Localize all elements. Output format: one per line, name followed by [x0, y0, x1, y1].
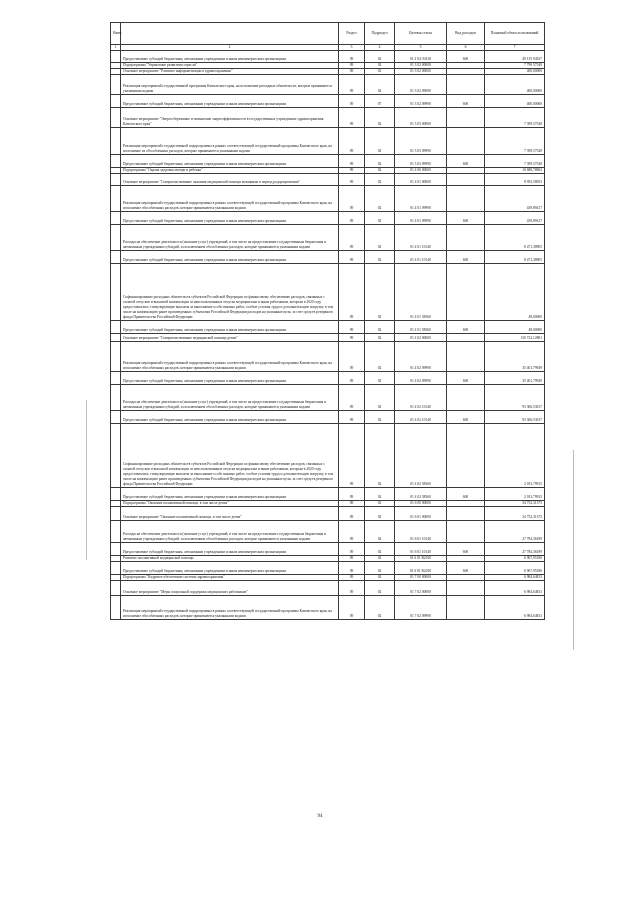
- row-amount-cell: 10 688,78063: [485, 168, 545, 174]
- table-row: [111, 543, 545, 556]
- row-subsection-cell: 02: [365, 63, 395, 69]
- row-amount-cell: 6 967,95186: [485, 562, 545, 575]
- row-number-cell: [111, 212, 121, 225]
- row-amount-cell: 93 306,53017: [485, 411, 545, 424]
- table-body: [111, 51, 545, 620]
- row-subsection-cell: 02: [365, 556, 395, 562]
- table-row: [111, 251, 545, 264]
- row-number-cell: [111, 543, 121, 556]
- row-amount-cell: 6 984,64813: [485, 596, 545, 620]
- row-section-cell: 09: [339, 562, 365, 575]
- row-section-cell: 09: [339, 128, 365, 155]
- row-name-cell: Основное мероприятие "Энергосбережение и повышение энергоэффективности в государственных учреждениях здравоохранения Камчатского края": [121, 108, 339, 128]
- row-subsection-cell: 07: [365, 95, 395, 108]
- row-number-cell: [111, 186, 121, 212]
- margin-line-left: [86, 400, 87, 560]
- row-name-cell: Предоставление субсидий бюджетным, автономным учреждениям и иным некоммерческим организациям: [121, 51, 339, 63]
- row-expense-type-cell: 600: [447, 51, 485, 63]
- row-subsection-cell: 02: [365, 108, 395, 128]
- row-target-article-cell: 01 4 02 10140: [395, 385, 447, 411]
- row-number-cell: [111, 51, 121, 63]
- row-amount-cell: 6 984,64813: [485, 581, 545, 596]
- row-name-cell: Предоставление субсидий бюджетным, автономным учреждениям и иным некоммерческим организациям: [121, 543, 339, 556]
- row-subsection-cell: 02: [365, 321, 395, 334]
- row-section-cell: 09: [339, 596, 365, 620]
- row-number-cell: [111, 424, 121, 488]
- row-amount-cell: 130 722,12881: [485, 334, 545, 342]
- row-amount-cell: 400,00000: [485, 95, 545, 108]
- row-target-article-cell: 01 4 01 00000: [395, 174, 447, 186]
- table-row: [111, 507, 545, 521]
- row-subsection-cell: 02: [365, 507, 395, 521]
- table-row: [111, 521, 545, 543]
- row-amount-cell: 2 013,79915: [485, 488, 545, 501]
- row-name-cell: Расходы на обеспечение деятельности (оказание услуг) учреждений, в том числе на предоставление государственным бюджетным и автономным учреждениям субсидий, за исключением обособленных расходов, которые принимаются указанными кодами: [121, 521, 339, 543]
- row-number-cell: [111, 507, 121, 521]
- row-section-cell: 09: [339, 155, 365, 168]
- row-amount-cell: 35 401,79949: [485, 372, 545, 385]
- row-amount-cell: 27 784,36189: [485, 521, 545, 543]
- row-subsection-cell: 02: [365, 168, 395, 174]
- row-amount-cell: 7 799 57548: [485, 63, 545, 69]
- table-row: [111, 155, 545, 168]
- column-number: 2: [121, 45, 339, 51]
- row-subsection-cell: 02: [365, 581, 395, 596]
- row-subsection-cell: 02: [365, 212, 395, 225]
- row-section-cell: 09: [339, 411, 365, 424]
- row-number-cell: [111, 264, 121, 321]
- row-target-article-cell: 01 4 00 00000: [395, 168, 447, 174]
- row-target-article-cell: 01 3 02 09690: [395, 75, 447, 95]
- row-target-article-cell: 01 6 01 10140: [395, 543, 447, 556]
- row-number-cell: [111, 385, 121, 411]
- row-target-article-cell: 01 4 01 58360: [395, 321, 447, 334]
- row-amount-cell: 400,00000: [485, 69, 545, 75]
- row-subsection-cell: 02: [365, 128, 395, 155]
- header-col-planned-amount: Плановый объем ассигнований: [485, 23, 545, 45]
- row-amount-cell: 34 752,31375: [485, 501, 545, 507]
- row-number-cell: [111, 251, 121, 264]
- column-number: 3: [339, 45, 365, 51]
- row-section-cell: 09: [339, 108, 365, 128]
- row-expense-type-cell: 600: [447, 251, 485, 264]
- row-amount-cell: 93 306,53017: [485, 385, 545, 411]
- table-row: [111, 212, 545, 225]
- row-target-article-cell: 01 2 04 Э4130: [395, 51, 447, 63]
- row-subsection-cell: 02: [365, 69, 395, 75]
- row-number-cell: [111, 155, 121, 168]
- row-expense-type-cell: 600: [447, 562, 485, 575]
- row-section-cell: 09: [339, 543, 365, 556]
- row-expense-type-cell: 600: [447, 543, 485, 556]
- row-target-article-cell: 01 6 01 00000: [395, 507, 447, 521]
- row-expense-type-cell: [447, 75, 485, 95]
- budget-table-sheet: [110, 22, 544, 620]
- header-col-target-article: Целевая статья: [395, 23, 447, 45]
- row-name-cell: Подпрограмма "Кадровое обеспечение системы здравоохранения": [121, 575, 339, 581]
- row-name-cell: Предоставление субсидий бюджетным, автономным учреждениям и иным некоммерческим организациям: [121, 562, 339, 575]
- row-section-cell: 09: [339, 63, 365, 69]
- table-row: [111, 334, 545, 342]
- table-row: [111, 174, 545, 186]
- table-row: [111, 581, 545, 596]
- table-row: [111, 75, 545, 95]
- row-expense-type-cell: 600: [447, 488, 485, 501]
- row-subsection-cell: 02: [365, 521, 395, 543]
- row-subsection-cell: 02: [365, 225, 395, 251]
- row-subsection-cell: 02: [365, 543, 395, 556]
- header-col-name: [121, 23, 339, 45]
- row-subsection-cell: 02: [365, 562, 395, 575]
- header-col-section: Раздел: [339, 23, 365, 45]
- row-amount-cell: 400,00000: [485, 75, 545, 95]
- row-section-cell: 09: [339, 334, 365, 342]
- table-row: [111, 562, 545, 575]
- row-amount-cell: 40 135 94337: [485, 51, 545, 63]
- row-expense-type-cell: [447, 334, 485, 342]
- row-target-article-cell: 01 4 01 10140: [395, 225, 447, 251]
- row-amount-cell: 34 752,31375: [485, 507, 545, 521]
- row-expense-type-cell: [447, 128, 485, 155]
- table-row: [111, 95, 545, 108]
- row-target-article-cell: 01 4 01 09990: [395, 186, 447, 212]
- row-expense-type-cell: [447, 225, 485, 251]
- row-name-cell: Предоставление субсидий бюджетным, автономным учреждениям и иным некоммерческим организациям: [121, 321, 339, 334]
- row-subsection-cell: 02: [365, 51, 395, 63]
- row-target-article-cell: 01 3 03 00000: [395, 108, 447, 128]
- row-amount-cell: 8 471,38905: [485, 251, 545, 264]
- row-subsection-cell: 02: [365, 385, 395, 411]
- row-target-article-cell: 01 4 01 58360: [395, 264, 447, 321]
- row-amount-cell: 7 399,57548: [485, 108, 545, 128]
- row-target-article-cell: 01 4 02 09990: [395, 372, 447, 385]
- row-expense-type-cell: [447, 385, 485, 411]
- row-amount-cell: 8 471,38905: [485, 225, 545, 251]
- row-name-cell: Софинансирование расходных обязательств субъектов Российской Федерации по финансовому обеспечению расходов, связанных с оплатой отпусков и выплатой компенсации за неиспользованные отпуска медицинским и иным работникам, которым в 2020 году предоставлялись стимулирующие выплаты за выполнение особо важных работ, особые условия труда и дополнительную нагрузку, в том числе на компенсацию ранее произведенных субъектами Российской Федерации расходов на указанные цели, за счет средств резервного фонда Правительства Российской Федерации: [121, 264, 339, 321]
- row-section-cell: 09: [339, 251, 365, 264]
- row-expense-type-cell: [447, 186, 485, 212]
- row-number-cell: [111, 342, 121, 372]
- row-name-cell: Предоставление субсидий бюджетным, автономным учреждениям и иным некоммерческим организациям: [121, 95, 339, 108]
- column-number: 6: [447, 45, 485, 51]
- row-target-article-cell: 01 7 00 00000: [395, 575, 447, 581]
- row-number-cell: [111, 372, 121, 385]
- column-number: 7: [485, 45, 545, 51]
- row-name-cell: Реализация мероприятий государственной подпрограммы в рамках соответствующей государственной программы Камчатского края, на исполнение обособленных расходов, которые принимаются указанными кодами: [121, 596, 339, 620]
- row-expense-type-cell: 600: [447, 212, 485, 225]
- row-section-cell: 09: [339, 575, 365, 581]
- row-name-cell: Предоставление субсидий бюджетным, автономным учреждениям и иным некоммерческим организациям: [121, 155, 339, 168]
- row-amount-cell: 439,89417: [485, 186, 545, 212]
- row-subsection-cell: 02: [365, 264, 395, 321]
- row-expense-type-cell: 600: [447, 155, 485, 168]
- row-number-cell: [111, 75, 121, 95]
- header-col-expense-type: Вид расходов: [447, 23, 485, 45]
- row-number-cell: [111, 108, 121, 128]
- margin-line-right: [573, 450, 574, 650]
- page-number: 94: [317, 814, 323, 819]
- table-row: [111, 385, 545, 411]
- row-section-cell: 09: [339, 186, 365, 212]
- row-section-cell: 09: [339, 501, 365, 507]
- row-amount-cell: 6 984,64813: [485, 575, 545, 581]
- row-subsection-cell: 02: [365, 372, 395, 385]
- table-row: [111, 51, 545, 63]
- row-subsection-cell: 02: [365, 174, 395, 186]
- row-target-article-cell: 01 3 03 09990: [395, 128, 447, 155]
- row-number-cell: [111, 521, 121, 543]
- table-row: [111, 108, 545, 128]
- row-number-cell: [111, 488, 121, 501]
- row-target-article-cell: 01 6 01 R2010: [395, 556, 447, 562]
- row-name-cell: Предоставление субсидий бюджетным, автономным учреждениям и иным некоммерческим организациям: [121, 488, 339, 501]
- row-number-cell: [111, 334, 121, 342]
- row-target-article-cell: 01 4 02 09990: [395, 342, 447, 372]
- row-target-article-cell: 01 4 02 58360: [395, 424, 447, 488]
- row-number-cell: [111, 128, 121, 155]
- row-expense-type-cell: [447, 521, 485, 543]
- row-name-cell: Основное мероприятие "Оказание паллиативной помощи, в том числе детям": [121, 507, 339, 521]
- row-name-cell: Предоставление субсидий бюджетным, автономным учреждениям и иным некоммерческим организациям: [121, 372, 339, 385]
- table-row: [111, 225, 545, 251]
- row-amount-cell: 6 967,95186: [485, 556, 545, 562]
- row-target-article-cell: 01 4 02 58360: [395, 488, 447, 501]
- row-name-cell: Развитие паллиативной медицинской помощи: [121, 556, 339, 562]
- row-number-cell: [111, 225, 121, 251]
- row-subsection-cell: 02: [365, 575, 395, 581]
- row-subsection-cell: 02: [365, 251, 395, 264]
- table-row: [111, 342, 545, 372]
- row-section-cell: 09: [339, 225, 365, 251]
- row-name-cell: Предоставление субсидий бюджетным, автономным учреждениям и иным некоммерческим организациям: [121, 411, 339, 424]
- row-section-cell: 09: [339, 556, 365, 562]
- row-amount-cell: 7 399,57548: [485, 128, 545, 155]
- row-section-cell: 09: [339, 174, 365, 186]
- table-row: [111, 264, 545, 321]
- row-expense-type-cell: [447, 507, 485, 521]
- row-expense-type-cell: 600: [447, 321, 485, 334]
- row-target-article-cell: 01 6 01 R2010: [395, 562, 447, 575]
- row-amount-cell: 48,00000: [485, 321, 545, 334]
- row-name-cell: Реализация мероприятий государственной подпрограммы в рамках соответствующей государственной программы Камчатского края, на исполнение из обособленных расходов, которые принимаются указанными кодами: [121, 128, 339, 155]
- row-expense-type-cell: [447, 581, 485, 596]
- row-section-cell: 09: [339, 95, 365, 108]
- row-expense-type-cell: [447, 342, 485, 372]
- row-expense-type-cell: 600: [447, 411, 485, 424]
- row-target-article-cell: 01 3 02 09990: [395, 95, 447, 108]
- row-section-cell: 09: [339, 342, 365, 372]
- row-subsection-cell: 02: [365, 596, 395, 620]
- table-row: [111, 424, 545, 488]
- row-section-cell: 09: [339, 424, 365, 488]
- row-number-cell: [111, 581, 121, 596]
- row-expense-type-cell: [447, 108, 485, 128]
- row-target-article-cell: 01 7 02 09990: [395, 596, 447, 620]
- row-name-cell: Основное мероприятие "Совершенствование оказания медицинской помощи женщинам в период родоразрешения": [121, 174, 339, 186]
- table-row: [111, 186, 545, 212]
- row-number-cell: [111, 411, 121, 424]
- row-name-cell: Основное мероприятие "Развитие информатизации в здравоохранении": [121, 69, 339, 75]
- row-subsection-cell: 02: [365, 334, 395, 342]
- table-row: [111, 372, 545, 385]
- row-section-cell: 09: [339, 372, 365, 385]
- row-section-cell: 09: [339, 69, 365, 75]
- row-name-cell: Подпрограмма "Охрана здоровья матери и ребенка": [121, 168, 339, 174]
- row-name-cell: Расходы на обеспечение деятельности (оказание услуг) учреждений, в том числе на предоставление государственным бюджетным и автономным учреждениям субсидий, за исключением обособленных расходов, которые принимаются указанными кодами: [121, 385, 339, 411]
- row-section-cell: 09: [339, 51, 365, 63]
- header-col-number: Наим: [111, 23, 121, 45]
- row-subsection-cell: 02: [365, 488, 395, 501]
- row-target-article-cell: 01 4 01 10140: [395, 251, 447, 264]
- row-section-cell: 09: [339, 168, 365, 174]
- column-number: 1: [111, 45, 121, 51]
- row-section-cell: 09: [339, 488, 365, 501]
- row-target-article-cell: 01 3 02 00000: [395, 69, 447, 75]
- row-name-cell: Реализация мероприятий государственной подпрограммы в рамках соответствующей государственной программы Камчатского края, на исполнение обособленных расходов, которые принимаются указанными кодами: [121, 186, 339, 212]
- row-subsection-cell: 02: [365, 411, 395, 424]
- row-number-cell: [111, 321, 121, 334]
- row-target-article-cell: 01 6 01 10140: [395, 521, 447, 543]
- row-subsection-cell: 02: [365, 342, 395, 372]
- table-row: [111, 411, 545, 424]
- row-name-cell: Подпрограмма "Управление развитием отрасли": [121, 63, 339, 69]
- row-section-cell: 09: [339, 264, 365, 321]
- row-amount-cell: 35 401,79949: [485, 342, 545, 372]
- row-name-cell: Расходы на обеспечение деятельности (оказание услуг) учреждений, в том числе на предоставление государственным бюджетным и автономным учреждениям субсидий, за исключением обособленных расходов, которые принимаются указанными кодами: [121, 225, 339, 251]
- row-subsection-cell: 02: [365, 424, 395, 488]
- row-name-cell: Предоставление субсидий бюджетным, автономным учреждениям и иным некоммерческим организациям: [121, 212, 339, 225]
- row-expense-type-cell: [447, 424, 485, 488]
- row-subsection-cell: 02: [365, 155, 395, 168]
- table-row: [111, 128, 545, 155]
- row-target-article-cell: 01 7 02 00000: [395, 581, 447, 596]
- row-subsection-cell: 02: [365, 186, 395, 212]
- row-subsection-cell: 02: [365, 501, 395, 507]
- row-amount-cell: 2 013,79915: [485, 424, 545, 488]
- row-target-article-cell: 01 3 03 09990: [395, 155, 447, 168]
- row-amount-cell: 7 399,57548: [485, 155, 545, 168]
- row-target-article-cell: 01 4 01 09990: [395, 212, 447, 225]
- row-number-cell: [111, 596, 121, 620]
- row-target-article-cell: 01 3 02 00000: [395, 63, 447, 69]
- row-expense-type-cell: 600: [447, 95, 485, 108]
- budget-allocation-table: [110, 22, 545, 620]
- table-row: [111, 321, 545, 334]
- row-section-cell: 09: [339, 507, 365, 521]
- row-name-cell: Подпрограмма "Оказание паллиативной помощи, в том числе детям": [121, 501, 339, 507]
- row-expense-type-cell: 600: [447, 372, 485, 385]
- row-target-article-cell: 01 4 02 10140: [395, 411, 447, 424]
- row-number-cell: [111, 174, 121, 186]
- row-section-cell: 09: [339, 581, 365, 596]
- column-number: 4: [365, 45, 395, 51]
- row-section-cell: 09: [339, 385, 365, 411]
- row-name-cell: Основное мероприятие "Совершенствование медицинской помощи детям": [121, 334, 339, 342]
- row-number-cell: [111, 562, 121, 575]
- row-section-cell: 09: [339, 212, 365, 225]
- row-name-cell: Предоставление субсидий бюджетным, автономным учреждениям и иным некоммерческим организациям: [121, 251, 339, 264]
- row-expense-type-cell: [447, 174, 485, 186]
- table-row: [111, 596, 545, 620]
- row-name-cell: Реализация мероприятий государственной подпрограммы в рамках соответствующей государственной программы Камчатского края, на исполнение обособленных расходов, которые принимаются указанными кодами: [121, 342, 339, 372]
- row-section-cell: 09: [339, 321, 365, 334]
- row-target-article-cell: 01 4 02 00000: [395, 334, 447, 342]
- row-name-cell: Софинансирование расходных обязательств субъектов Российской Федерации по финансовому обеспечению расходов, связанных с оплатой отпусков и выплатой компенсации за неиспользованные отпуска медицинским и иным работникам, которым в 2020 году предоставлялись стимулирующие выплаты за выполнение особо важных работ, особые условия труда и дополнительную нагрузку, в том числе на компенсацию ранее произведенных субъектами Российской Федерации расходов на указанные цели, за счет средств резервного фонда Правительства Российской Федерации: [121, 424, 339, 488]
- row-amount-cell: 439,89417: [485, 212, 545, 225]
- column-number: 5: [395, 45, 447, 51]
- row-name-cell: Реализация мероприятий государственной программы Камчатского края, на исполнение расходных обязательств, которые принимаются указанными кодами: [121, 75, 339, 95]
- row-expense-type-cell: [447, 264, 485, 321]
- row-name-cell: Основное мероприятие "Меры социальной поддержки медицинских работников": [121, 581, 339, 596]
- row-section-cell: 09: [339, 75, 365, 95]
- row-amount-cell: 48,00000: [485, 264, 545, 321]
- table-row: [111, 488, 545, 501]
- row-number-cell: [111, 95, 121, 108]
- row-expense-type-cell: [447, 596, 485, 620]
- row-subsection-cell: 02: [365, 75, 395, 95]
- row-amount-cell: 8 953,58053: [485, 174, 545, 186]
- header-col-subsection: Подраздел: [365, 23, 395, 45]
- row-amount-cell: 27 784,36189: [485, 543, 545, 556]
- row-section-cell: 09: [339, 521, 365, 543]
- table-header-row: [111, 23, 545, 45]
- row-target-article-cell: 01 6 00 00000: [395, 501, 447, 507]
